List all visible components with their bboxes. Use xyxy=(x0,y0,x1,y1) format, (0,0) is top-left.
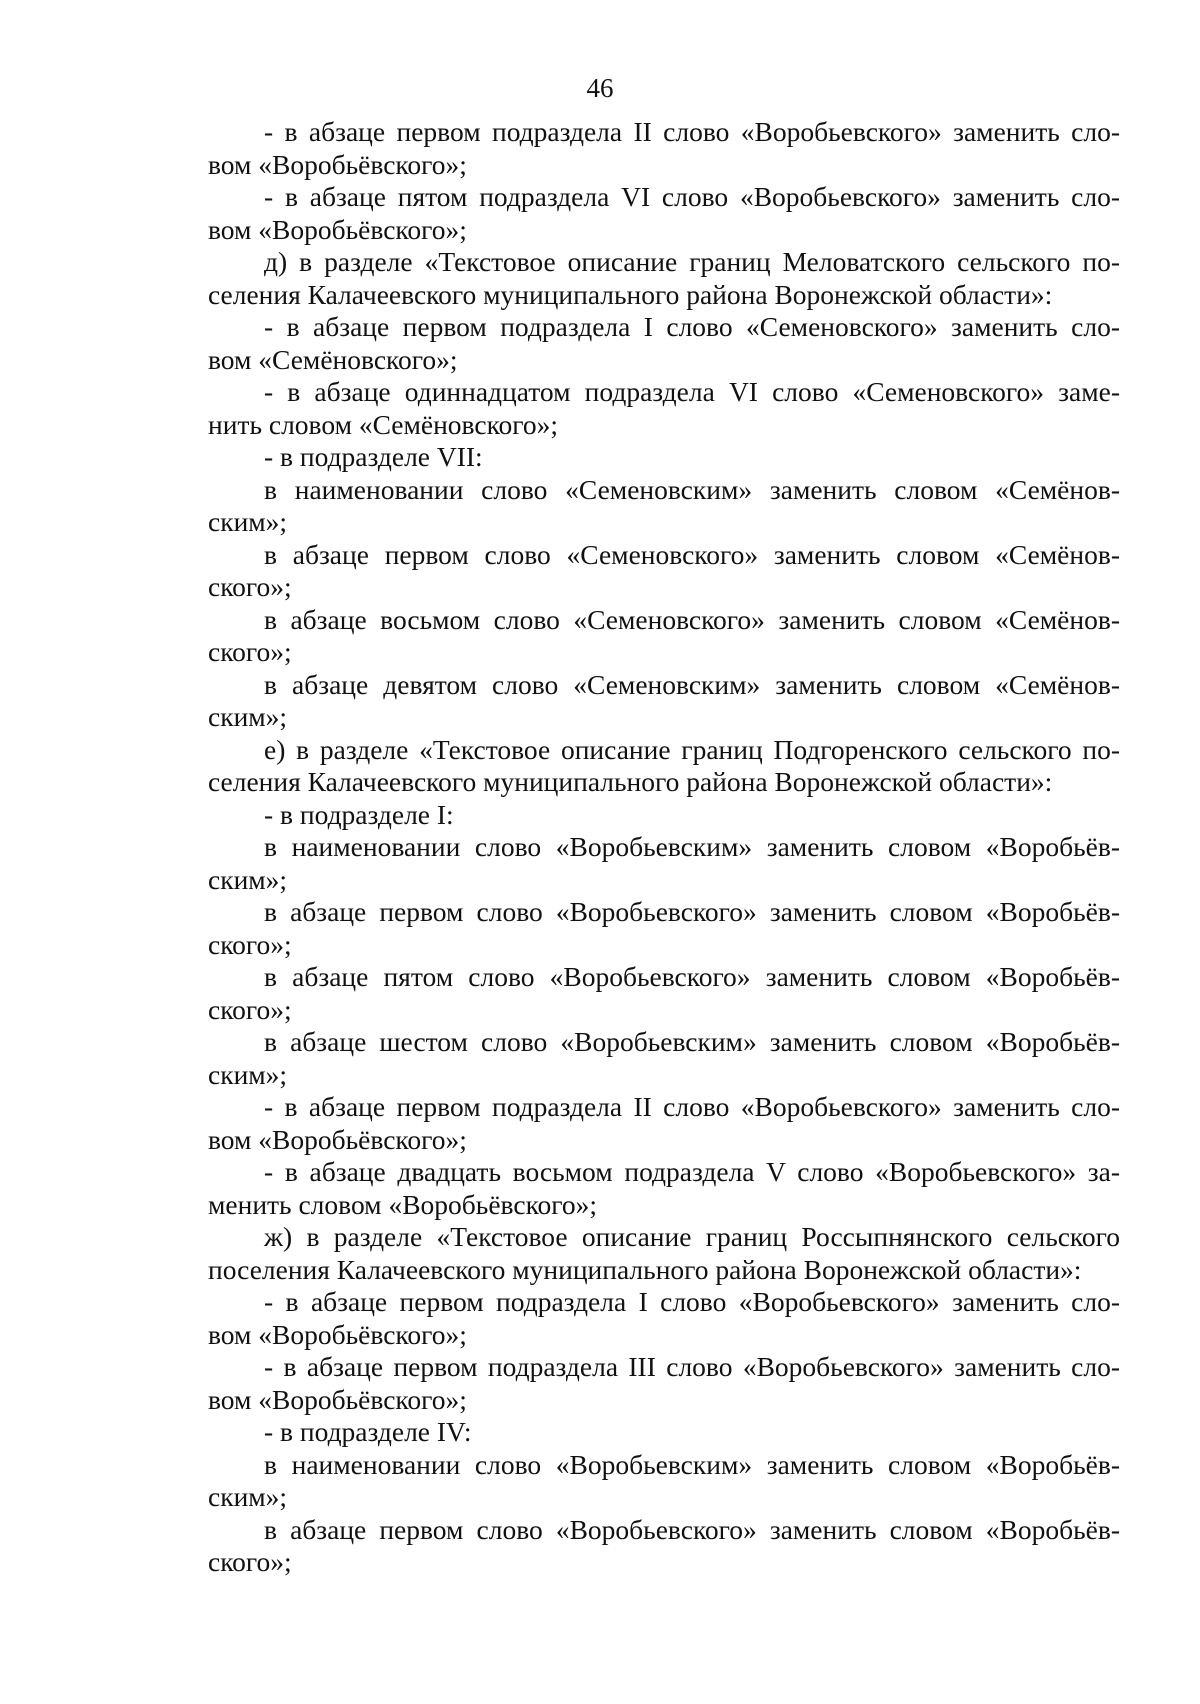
text-line: нить словом «Семёновского»; xyxy=(208,408,559,440)
text-line: вом «Воробьёвского»; xyxy=(208,1383,467,1415)
text-line: в абзаце первом слово «Семеновского» заменить словом «Семёнов- xyxy=(264,538,1120,570)
text-line: - в абзаце первом подраздела I слово «Воробьевского» заменить сло- xyxy=(264,1286,1120,1317)
text-line: вом «Воробьёвского»; xyxy=(208,213,467,245)
text-line: вом «Воробьёвского»; xyxy=(208,1123,467,1155)
text-line: д) в разделе «Текстовое описание границ Меловатского сельского по- xyxy=(264,246,1120,277)
text-line: ского»; xyxy=(208,571,292,602)
text-line: селения Калачеевского муниципального района Воронежской области»: xyxy=(208,766,1053,797)
text-line: - в подразделе VII: xyxy=(264,441,483,472)
text-line: - в абзаце первом подраздела II слово «Воробьевского» заменить сло- xyxy=(264,1091,1120,1122)
text-line: ского»; xyxy=(208,993,292,1025)
text-line: менить словом «Воробьёвского»; xyxy=(208,1188,598,1220)
text-line: ским»; xyxy=(208,701,288,732)
text-line: ского»; xyxy=(208,636,292,667)
text-line: в наименовании слово «Воробьевским» заменить словом «Воробьёв- xyxy=(264,1448,1120,1480)
text-line: в абзаце пятом слово «Воробьевского» заменить словом «Воробьёв- xyxy=(264,961,1120,992)
text-line: вом «Воробьёвского»; xyxy=(208,148,467,180)
text-line: - в абзаце первом подраздела III слово «Воробьевского» заменить сло- xyxy=(264,1351,1120,1382)
text-line: в абзаце первом слово «Воробьевского» заменить словом «Воробьёв- xyxy=(264,1513,1120,1545)
text-line: - в абзаце первом подраздела I слово «Семеновского» заменить сло- xyxy=(264,311,1120,342)
text-line: ж) в разделе «Текстовое описание границ Россыпнянского сельского xyxy=(264,1221,1120,1252)
text-line: в наименовании слово «Воробьевским» заменить словом «Воробьёв- xyxy=(264,831,1120,862)
text-line: - в абзаце одиннадцатом подраздела VI слово «Семеновского» заме- xyxy=(264,376,1120,407)
text-line: ским»; xyxy=(208,1481,288,1512)
text-line: ским»; xyxy=(208,1058,288,1090)
text-line: - в подразделе I: xyxy=(264,798,454,830)
text-line: вом «Воробьёвского»; xyxy=(208,1318,467,1350)
page-number: 46 xyxy=(586,73,614,103)
text-line: селения Калачеевского муниципального района Воронежской области»: xyxy=(208,278,1053,310)
text-line: е) в разделе «Текстовое описание границ Подгоренского сельского по- xyxy=(264,733,1120,765)
text-line: ским»; xyxy=(208,863,288,895)
text-line: в наименовании слово «Семеновским» заменить словом «Семёнов- xyxy=(264,473,1120,505)
text-line: в абзаце восьмом слово «Семеновского» заменить словом «Семёнов- xyxy=(264,603,1120,635)
text-line: в абзаце шестом слово «Воробьевским» заменить словом «Воробьёв- xyxy=(264,1026,1120,1057)
text-line: в абзаце первом слово «Воробьевского» заменить словом «Воробьёв- xyxy=(264,896,1120,927)
text-line: вом «Семёновского»; xyxy=(208,343,458,375)
text-line: ского»; xyxy=(208,928,292,960)
text-line: - в подразделе IV: xyxy=(264,1416,472,1447)
document-body xyxy=(208,116,1120,1579)
text-line: - в абзаце двадцать восьмом подраздела V слово «Воробьевского» за- xyxy=(264,1156,1120,1187)
text-line: поселения Калачеевского муниципального района Воронежской области»: xyxy=(208,1253,1082,1285)
text-line: ским»; xyxy=(208,506,288,537)
text-line: - в абзаце пятом подраздела VI слово «Воробьевского» заменить сло- xyxy=(264,181,1120,212)
text-line: - в абзаце первом подраздела II слово «Воробьевского» заменить сло- xyxy=(264,116,1120,147)
text-line: ского»; xyxy=(208,1546,292,1577)
text-line: в абзаце девятом слово «Семеновским» заменить словом «Семёнов- xyxy=(264,668,1120,700)
